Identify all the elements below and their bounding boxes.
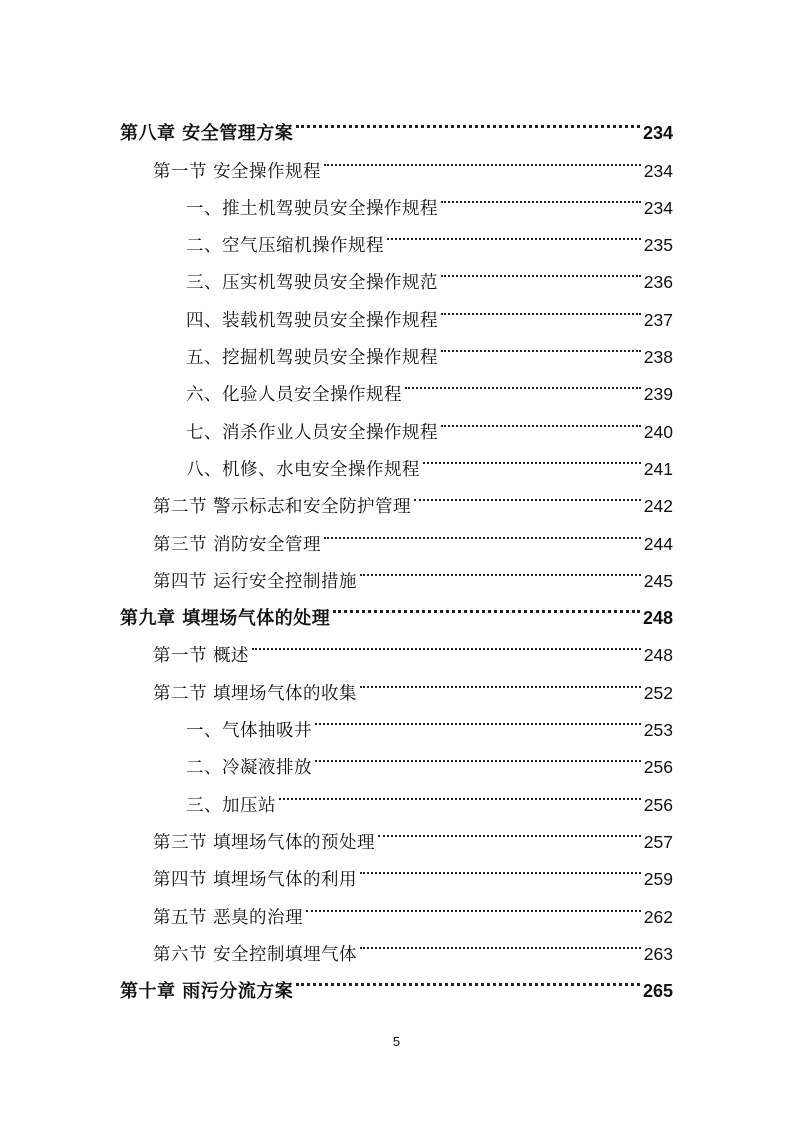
toc-entry-page-number: 234	[642, 123, 673, 144]
toc-entry-page-number: 236	[643, 272, 673, 293]
toc-entry-page-number: 256	[643, 757, 673, 778]
toc-entry-title: 第四节 运行安全控制措施	[153, 571, 358, 592]
toc-entry-title: 第八章 安全管理方案	[120, 123, 294, 145]
toc-chapter-entry[interactable]	[120, 102, 673, 145]
toc-entry-title: 二、冷凝液排放	[186, 758, 312, 779]
dot-leader	[423, 438, 641, 475]
dot-leader	[360, 923, 641, 960]
toc-entry-title: 第六节 安全控制填埋气体	[153, 944, 358, 965]
toc-entry-page-number: 241	[643, 458, 673, 479]
dot-leader	[315, 699, 641, 736]
toc-entry-title: 第二节 警示标志和安全防护管理	[153, 497, 412, 518]
toc-entry-page-number: 256	[643, 794, 673, 815]
toc-entry-title: 四、装载机驾驶员安全操作规程	[186, 310, 438, 331]
toc-entry-title: 一、推土机驾驶员安全操作规程	[186, 198, 438, 219]
dot-leader	[414, 475, 641, 512]
dot-leader	[441, 251, 641, 288]
toc-entry-page-number: 234	[643, 197, 673, 218]
toc-entry-page-number: 263	[643, 943, 673, 964]
toc-entry-title: 第一节 概述	[153, 646, 250, 667]
toc-entry-title: 六、化验人员安全操作规程	[186, 385, 402, 406]
dot-leader	[441, 177, 641, 214]
toc-entry-title: 三、加压站	[186, 795, 276, 816]
dot-leader	[296, 102, 640, 139]
dot-leader	[306, 885, 641, 922]
toc-entry-page-number: 253	[643, 720, 673, 741]
toc-entry-page-number: 259	[643, 869, 673, 890]
toc-entry-page-number: 248	[642, 608, 673, 629]
toc-entry-page-number: 238	[643, 347, 673, 368]
dot-leader	[360, 661, 641, 698]
toc-entry-title: 五、挖掘机驾驶员安全操作规程	[186, 348, 438, 369]
toc-entry-page-number: 234	[643, 160, 673, 181]
dot-leader	[387, 214, 641, 251]
toc-entry-title: 第二节 填埋场气体的收集	[153, 683, 358, 704]
toc-entry-title: 二、空气压缩机操作规程	[186, 236, 384, 257]
toc-entry-title: 第九章 填埋场气体的处理	[120, 608, 331, 630]
toc-entry-page-number: 262	[643, 906, 673, 927]
toc-entry-title: 三、压实机驾驶员安全操作规范	[186, 273, 438, 294]
toc-entry-page-number: 239	[643, 384, 673, 405]
toc-entry-title: 第十章 雨污分流方案	[120, 981, 294, 1003]
toc-entry-page-number: 237	[643, 309, 673, 330]
toc-entry-title: 第三节 消防安全管理	[153, 534, 322, 555]
toc-entry-page-number: 257	[643, 831, 673, 852]
toc-entry-title: 第四节 填埋场气体的利用	[153, 870, 358, 891]
toc-entry-page-number: 245	[643, 570, 673, 591]
toc-entry-title: 八、机修、水电安全操作规程	[186, 459, 420, 480]
toc-entry-title: 第五节 恶臭的治理	[153, 907, 304, 928]
toc-entry-title: 一、气体抽吸井	[186, 721, 312, 742]
dot-leader	[296, 960, 640, 997]
dot-leader	[279, 773, 641, 810]
dot-leader	[252, 624, 641, 661]
toc-entry-page-number: 248	[643, 645, 673, 666]
dot-leader	[324, 512, 641, 549]
toc-entry-title: 第一节 安全操作规程	[153, 161, 322, 182]
dot-leader	[441, 400, 641, 437]
dot-leader	[315, 736, 641, 773]
toc-entry-title: 七、消杀作业人员安全操作规程	[186, 422, 438, 443]
dot-leader	[333, 587, 640, 624]
dot-leader	[324, 139, 641, 176]
toc-entry-page-number: 244	[643, 533, 673, 554]
toc-entry-title: 第三节 填埋场气体的预处理	[153, 832, 376, 853]
toc-entry-page-number: 252	[643, 682, 673, 703]
dot-leader	[405, 363, 641, 400]
toc-entry-page-number: 240	[643, 421, 673, 442]
dot-leader	[441, 288, 641, 325]
dot-leader	[360, 550, 641, 587]
toc-entry-page-number: 265	[642, 981, 673, 1002]
dot-leader	[378, 811, 641, 848]
page-number: 5	[392, 1034, 401, 1049]
toc-entry-page-number: 235	[643, 235, 673, 256]
table-of-contents	[120, 102, 673, 1003]
dot-leader	[441, 326, 641, 363]
toc-entry-page-number: 242	[643, 496, 673, 517]
dot-leader	[360, 848, 641, 885]
